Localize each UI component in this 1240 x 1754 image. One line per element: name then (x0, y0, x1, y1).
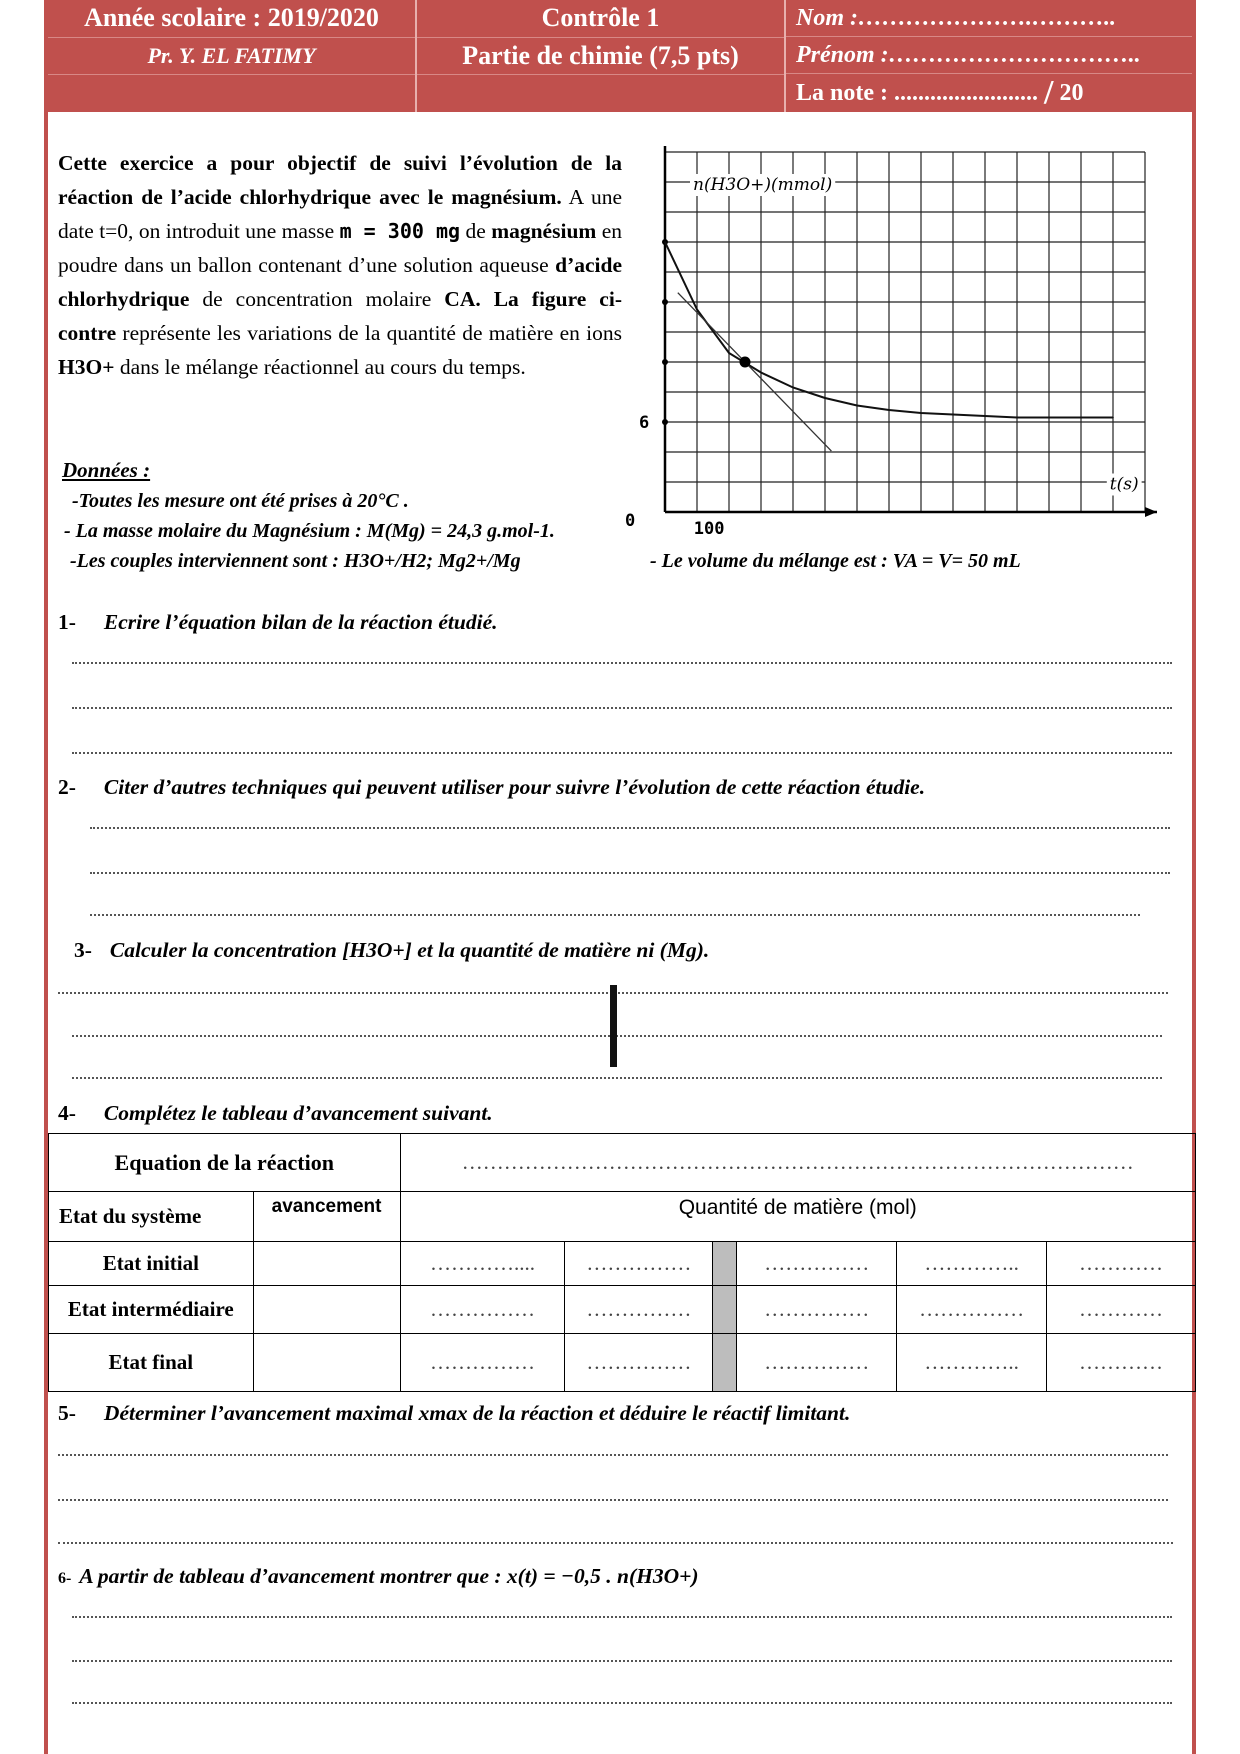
exam-title: Contrôle 1 (417, 0, 784, 38)
data-point (1112, 417, 1114, 419)
question-3 (74, 938, 709, 963)
answer-line[interactable] (58, 1452, 1168, 1456)
answer-line[interactable] (90, 912, 1140, 916)
advancement-table (48, 1133, 1196, 1392)
table-cell[interactable]: …………… (400, 1286, 565, 1334)
table-cell[interactable]: …………… (400, 1334, 565, 1392)
x-axis-label: t(s) (1109, 474, 1139, 495)
q6-number: 6- (58, 1570, 72, 1587)
school-year: Année scolaire : 2019/2020 (48, 0, 415, 38)
row-label: Etat intermédiaire (49, 1286, 254, 1334)
q5-text: Déterminer l’avancement maximal xmax de la réaction et déduire le réactif limitant. (103, 1401, 851, 1425)
table-cell[interactable]: …………… (565, 1334, 713, 1392)
data-point (792, 387, 794, 389)
question-4 (58, 1101, 493, 1126)
q5-number: 5- (58, 1401, 76, 1425)
chart (620, 140, 1180, 540)
intro-text: en poudre dans un ballon contenant d’une solution aqueuse (58, 219, 623, 277)
donnee-temperature: -Toutes les mesure ont été prises à 20°C . (72, 490, 409, 512)
equation-input[interactable]: …………………………………………………………………………………… (400, 1134, 1196, 1192)
table-cell[interactable]: ………… (1047, 1286, 1196, 1334)
q4-number: 4- (58, 1101, 76, 1125)
data-point (1016, 417, 1018, 419)
table-cell[interactable]: ………… (1047, 1242, 1196, 1286)
data-point (920, 412, 922, 414)
data-point (664, 241, 666, 243)
q4-text: Complétez le tableau d’avancement suivant. (103, 1101, 493, 1125)
intro-objective: Cette exercice a pour objectif de suivi l’évolution de la réaction de l’acide chlorhydrique avec le magnésium. (58, 151, 622, 209)
note-field[interactable]: La note : ........................ (796, 79, 1038, 106)
equation-label: Equation de la réaction (49, 1134, 401, 1192)
table-cell[interactable]: ………….. (897, 1334, 1047, 1392)
ion-term: H3O+ (58, 355, 115, 379)
answer-line[interactable] (72, 1658, 1172, 1662)
intro-paragraph (58, 146, 622, 384)
q1-text: Ecrire l’équation bilan de la réaction étudié. (103, 610, 498, 634)
donnees-title: Données : (62, 458, 151, 482)
question-2 (58, 775, 925, 800)
q3-number: 3- (74, 938, 92, 962)
donnee-volume: - Le volume du mélange est : VA = V= 50 mL (650, 550, 1021, 572)
question-5 (58, 1401, 850, 1426)
grey-separator (713, 1334, 737, 1392)
etat-label: Etat du système (49, 1192, 254, 1242)
row-label: Etat initial (49, 1242, 254, 1286)
data-point (856, 405, 858, 407)
grey-separator (713, 1286, 737, 1334)
data-point (984, 415, 986, 417)
ca-term: CA. (444, 287, 481, 311)
y-tick-mark (662, 419, 668, 425)
grey-separator (713, 1242, 737, 1286)
header-banner (48, 0, 1192, 112)
note-total: 20 (1059, 79, 1084, 106)
table-cell[interactable]: …………… (737, 1334, 897, 1392)
intro-text: représente les variations de la quantité de matière en ions (116, 321, 622, 345)
answer-line[interactable] (90, 825, 1170, 829)
answer-line[interactable] (72, 1075, 1162, 1079)
table-cell[interactable]: …………… (565, 1286, 713, 1334)
q2-number: 2- (58, 775, 76, 799)
avancement-cell[interactable] (253, 1334, 400, 1392)
answer-line[interactable] (72, 705, 1172, 709)
data-point (888, 409, 890, 411)
answer-line[interactable] (72, 1614, 1172, 1618)
x-tick-label: 100 (693, 519, 725, 539)
intro-text (481, 287, 494, 311)
avancement-label: avancement (253, 1192, 400, 1242)
answer-line[interactable] (90, 870, 1170, 874)
chart-grid (665, 152, 1145, 512)
exam-section: Partie de chimie (7,5 pts) (417, 38, 784, 76)
y-tick-mark (662, 359, 668, 365)
data-point (1048, 417, 1050, 419)
table-cell[interactable]: ………….. (897, 1242, 1047, 1286)
answer-line[interactable] (72, 1700, 1172, 1704)
data-point (1080, 417, 1082, 419)
origin-label: 0 (625, 511, 636, 531)
answer-line[interactable] (58, 1497, 1168, 1501)
y-tick-mark (662, 299, 668, 305)
tangent-point (740, 357, 751, 368)
data-point (824, 397, 826, 399)
magnesium-term: magnésium (491, 219, 597, 243)
data-point (952, 414, 954, 416)
table-cell[interactable]: ………… (1047, 1334, 1196, 1392)
data-point (728, 352, 730, 354)
x-axis-arrow-icon (1145, 507, 1157, 517)
y-tick-label: 6 (639, 413, 650, 433)
table-cell[interactable]: ………….... (400, 1242, 565, 1286)
table-cell[interactable]: …………… (565, 1242, 713, 1286)
tangent-line (678, 293, 832, 451)
y-axis-label: n(H3O+)(mmol) (693, 175, 833, 195)
quantite-label: Quantité de matière (mol) (400, 1192, 1196, 1242)
intro-text: de concentration molaire (189, 287, 445, 311)
question-6 (58, 1564, 699, 1589)
donnee-couples: -Les couples interviennent sont : H3O+/H2; Mg2+/Mg (70, 550, 521, 572)
slash-icon: / (1044, 74, 1054, 111)
table-cell[interactable]: …………… (737, 1286, 897, 1334)
prenom-field[interactable]: Prénom :………………………….. (786, 37, 1192, 74)
text-cursor (610, 985, 617, 1067)
table-cell[interactable]: …………… (897, 1286, 1047, 1334)
acid-term: d’acide chlorhydrique (58, 253, 622, 311)
data-point (760, 372, 762, 374)
figure-ref: La figure ci-contre (58, 287, 622, 345)
row-label: Etat final (49, 1334, 254, 1392)
data-point (696, 309, 698, 311)
question-1 (58, 610, 497, 635)
teacher-name: Pr. Y. EL FATIMY (48, 38, 415, 76)
answer-line[interactable] (72, 660, 1172, 664)
q3-text: Calculer la concentration [H3O+] et la quantité de matière ni (Mg). (109, 938, 710, 962)
intro-text: dans le mélange réactionnel au cours du temps. (114, 355, 526, 379)
table-cell[interactable]: …………… (737, 1242, 897, 1286)
nom-field[interactable]: Nom :………………….……….. (786, 0, 1192, 37)
answer-line[interactable] (72, 1033, 1162, 1037)
q1-number: 1- (58, 610, 76, 634)
donnee-molar-mass: - La masse molaire du Magnésium : M(Mg) = 24,3 g.mol-1. (64, 520, 555, 542)
q2-text: Citer d’autres techniques qui peuvent utiliser pour suivre l’évolution de cette réaction étudie. (103, 775, 926, 799)
q6-text: A partir de tableau d’avancement montrer que : x(t) = −0,5 . n(H3O+) (79, 1564, 699, 1588)
answer-line[interactable] (72, 750, 1172, 754)
avancement-cell[interactable] (253, 1242, 400, 1286)
avancement-cell[interactable] (253, 1286, 400, 1334)
intro-text: de (460, 219, 492, 243)
answer-line[interactable] (58, 1540, 1173, 1544)
mass-value: m = 300 mg (339, 219, 461, 243)
intro-text: A une date t=0, on introduit une masse (58, 185, 622, 243)
